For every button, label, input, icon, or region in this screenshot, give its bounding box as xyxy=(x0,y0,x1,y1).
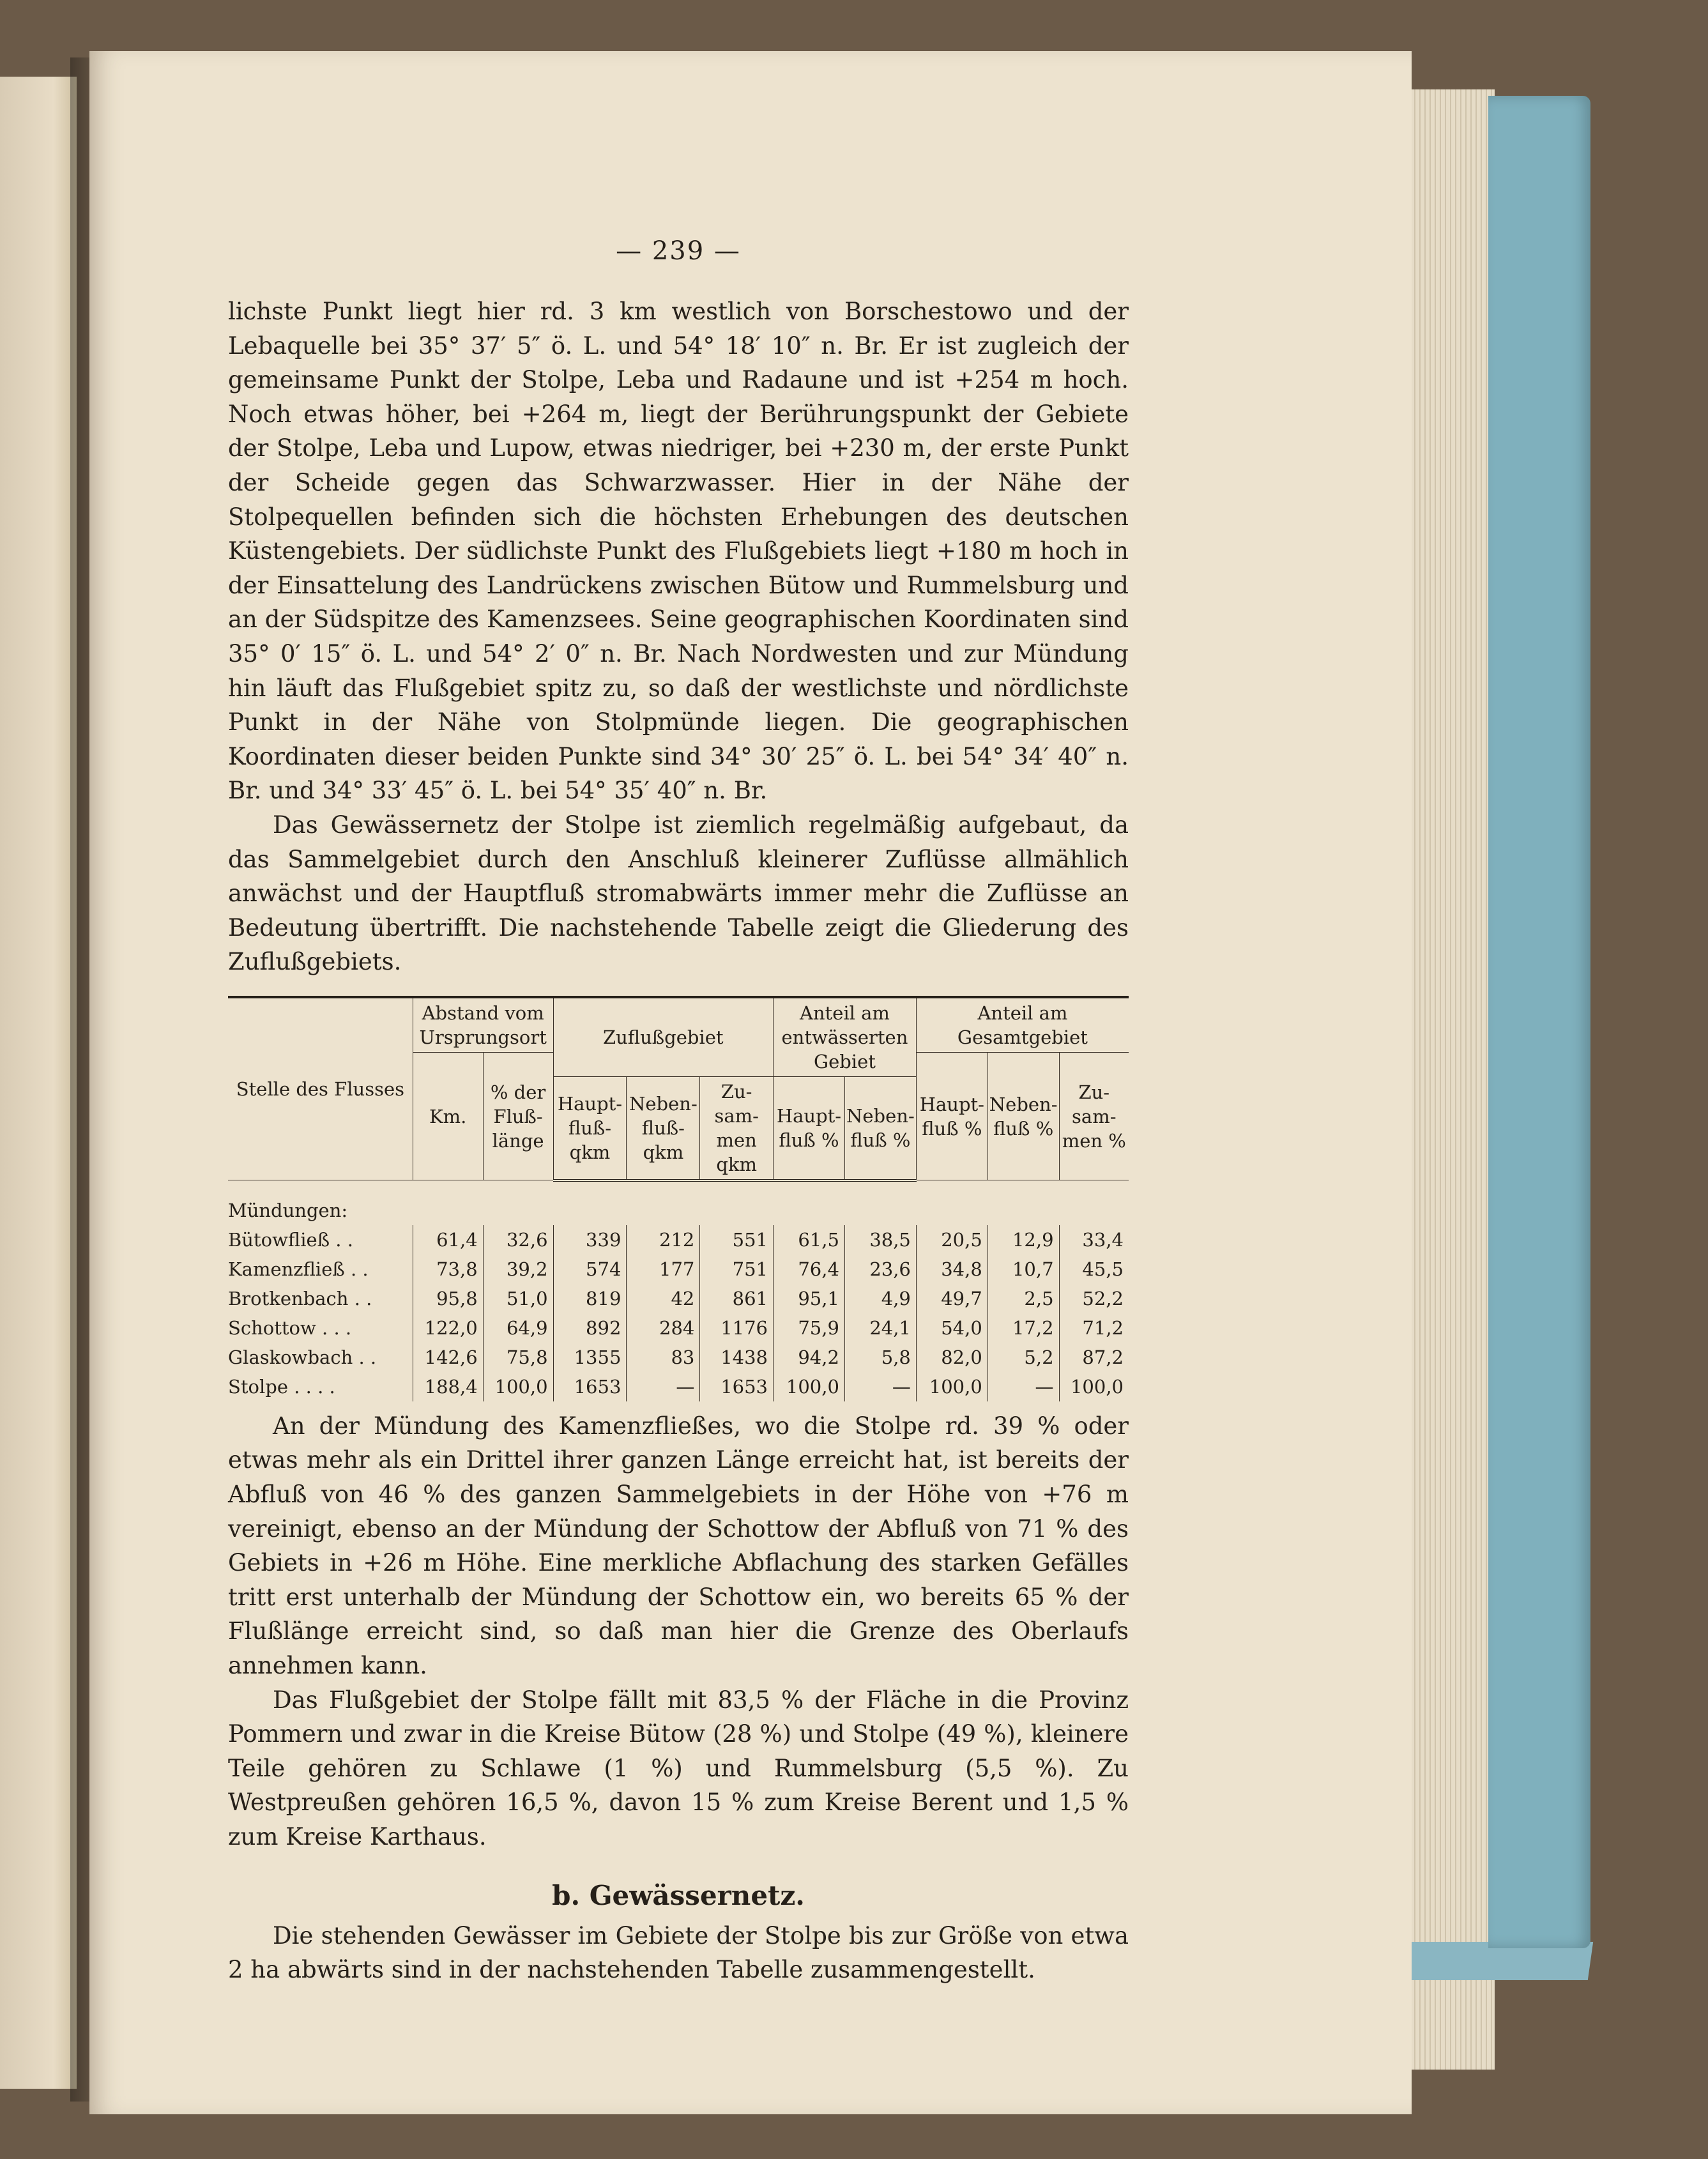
page-content xyxy=(228,236,1129,1987)
cell-km: 73,8 xyxy=(413,1255,483,1284)
cell-hp: 100,0 xyxy=(774,1372,845,1401)
cell-pct: 100,0 xyxy=(483,1372,553,1401)
cell-hq: 339 xyxy=(553,1225,627,1255)
cell-zg: 45,5 xyxy=(1059,1255,1129,1284)
paragraph-4: Das Flußgebiet der Stolpe fällt mit 83,5 % der Fläche in die Provinz Pommern und zwar in die Kreise Bütow (28 %) und Stolpe (49 %), kleinere Teile gehören zu Schlawe (1 %) und Rummelsburg (5,5 %). Zu Westpreußen gehören 16,5 %, davon 15 % zum Kreise Berent und 1,5 % zum Kreise Karthaus. xyxy=(228,1686,1129,1850)
paragraph-5: Die stehenden Gewässer im Gebiete der Stolpe bis zur Größe von etwa 2 ha abwärts sind in der nachstehenden Tabelle zusammengestellt. xyxy=(228,1921,1129,1984)
header-abstand: Abstand vom Ursprungsort xyxy=(413,997,553,1053)
paragraph-3: An der Mündung des Kamenzfließes, wo die Stolpe rd. 39 % oder etwas mehr als ein Drittel ihrer ganzen Länge erreicht hat, ist bereits der Abfluß von 46 % des ganzen Sammelgebiets in der Höhe von +76 m vereinigt, ebenso an der Mündung der Schottow der Abfluß von 71 % des Gebiets in +26 m Höhe. Eine merkliche Abflachung des starken Gefälles tritt erst unterhalb der Mündung der Schottow ein, wo bereits 65 % der Flußlänge erreicht sind, so daß man hier die Grenze des Oberlaufs annehmen kann. xyxy=(228,1412,1129,1680)
row-name: Bütowfließ . . xyxy=(228,1228,353,1251)
header-haupt-pct: Haupt-fluß % xyxy=(774,1076,845,1180)
cell-np: 24,1 xyxy=(844,1313,916,1343)
cell-ng: 10,7 xyxy=(987,1255,1059,1284)
cell-nq: 284 xyxy=(627,1313,700,1343)
row-name: Brotkenbach . . xyxy=(228,1287,372,1309)
cell-hp: 61,5 xyxy=(774,1225,845,1255)
header-km: Km. xyxy=(413,1052,483,1180)
left-page-edge xyxy=(0,77,77,2089)
tributary-table-wrap xyxy=(228,996,1129,1401)
cell-hp: 75,9 xyxy=(774,1313,845,1343)
cell-hq: 1355 xyxy=(553,1343,627,1372)
cell-zq: 1176 xyxy=(700,1313,774,1343)
header-haupt-qkm: Haupt-fluß-qkm xyxy=(553,1076,627,1180)
section-heading: b. Gewässernetz. xyxy=(552,1879,805,1911)
group-label: Mündungen: xyxy=(228,1199,348,1221)
cell-hq: 892 xyxy=(553,1313,627,1343)
cell-ng: 5,2 xyxy=(987,1343,1059,1372)
cell-nq: 42 xyxy=(627,1284,700,1313)
header-pct-laenge: % der Fluß-länge xyxy=(483,1052,553,1180)
cell-nq: 177 xyxy=(627,1255,700,1284)
cell-ng: — xyxy=(987,1372,1059,1401)
cell-hp: 95,1 xyxy=(774,1284,845,1313)
page-number: — 239 — xyxy=(616,236,741,266)
cell-ng: 17,2 xyxy=(987,1313,1059,1343)
cell-zg: 87,2 xyxy=(1059,1343,1129,1372)
cell-nq: — xyxy=(627,1372,700,1401)
header-neben-pct: Neben-fluß % xyxy=(844,1076,916,1180)
cell-pct: 75,8 xyxy=(483,1343,553,1372)
row-name: Kamenzfließ . . xyxy=(228,1258,369,1280)
cell-pct: 32,6 xyxy=(483,1225,553,1255)
cell-hp: 94,2 xyxy=(774,1343,845,1372)
header-anteil-entwaessert: Anteil am entwässerten Gebiet xyxy=(774,997,917,1077)
table-row xyxy=(228,1225,1129,1255)
page-edges xyxy=(1405,89,1495,2070)
header-haupt-pct-gesamt: Haupt-fluß % xyxy=(916,1052,987,1180)
table-row xyxy=(228,1372,1129,1401)
cell-zq: 751 xyxy=(700,1255,774,1284)
cell-km: 61,4 xyxy=(413,1225,483,1255)
cell-km: 188,4 xyxy=(413,1372,483,1401)
header-zuflussgebiet: Zuflußgebiet xyxy=(553,997,773,1077)
cell-km: 122,0 xyxy=(413,1313,483,1343)
cell-zg: 71,2 xyxy=(1059,1313,1129,1343)
row-name: Stolpe . . . . xyxy=(228,1375,335,1398)
cell-np: 38,5 xyxy=(844,1225,916,1255)
tributary-table xyxy=(228,996,1129,1401)
header-neben-qkm: Neben-fluß-qkm xyxy=(627,1076,700,1180)
cell-km: 95,8 xyxy=(413,1284,483,1313)
cell-hq: 819 xyxy=(553,1284,627,1313)
cell-zq: 551 xyxy=(700,1225,774,1255)
cell-pct: 64,9 xyxy=(483,1313,553,1343)
table-row xyxy=(228,1255,1129,1284)
cell-ng: 12,9 xyxy=(987,1225,1059,1255)
cell-hg: 49,7 xyxy=(916,1284,987,1313)
cell-np: 5,8 xyxy=(844,1343,916,1372)
cell-np: 23,6 xyxy=(844,1255,916,1284)
cell-hg: 54,0 xyxy=(916,1313,987,1343)
cell-np: 4,9 xyxy=(844,1284,916,1313)
cell-hq: 1653 xyxy=(553,1372,627,1401)
cell-nq: 83 xyxy=(627,1343,700,1372)
paragraph-2: Das Gewässernetz der Stolpe ist ziemlich regelmäßig aufgebaut, da das Sammelgebiet durch den Anschluß kleinerer Zuflüsse allmählich anwächst und der Hauptfluß stromabwärts immer mehr die Zuflüsse an Bedeutung übertrifft. Die nachstehende Tabelle zeigt die Gliederung des Zuflußgebiets. xyxy=(228,811,1129,976)
paragraph-1: lichste Punkt liegt hier rd. 3 km westlich von Borschestowo und der Lebaquelle bei 35° 37′ 5″ ö. L. und 54° 18′ 10″ n. Br. Er ist zugleich der gemeinsame Punkt der Stolpe, Leba und Radaune und ist +254 m hoch. Noch etwas höher, bei +264 m, liegt der Berührungspunkt der Gebiete der Stolpe, Leba und Lupow, etwas niedriger, bei +230 m, der erste Punkt der Scheide gegen das Schwarzwasser. Hier in der Nähe der Stolpequellen befinden sich die höchsten Erhebungen des deutschen Küstengebiets. Der südlichste Punkt des Flußgebiets liegt +180 m hoch in der Einsattelung des Landrückens zwischen Bütow und Rummelsburg und an der Südspitze des Kamenzsees. Seine geographischen Koordinaten sind 35° 0′ 15″ ö. L. und 54° 2′ 0″ n. Br. Nach Nordwesten und zur Mündung hin läuft das Flußgebiet spitz zu, so daß der westlichste und nördlichste Punkt in der Nähe von Stolpmünde liegen. Die geographischen Koordinaten dieser beiden Punkte sind 34° 30′ 25″ ö. L. bei 54° 34′ 40″ n. Br. und 34° 33′ 45″ ö. L. bei 54° 35′ 40″ n. Br. xyxy=(228,298,1129,805)
header-stelle: Stelle des Flusses xyxy=(228,997,413,1180)
cell-zg: 33,4 xyxy=(1059,1225,1129,1255)
cell-pct: 51,0 xyxy=(483,1284,553,1313)
cell-hp: 76,4 xyxy=(774,1255,845,1284)
cell-nq: 212 xyxy=(627,1225,700,1255)
row-name: Schottow . . . xyxy=(228,1316,352,1339)
header-zusammen-pct: Zu-sam-men % xyxy=(1059,1052,1129,1180)
cell-zq: 1653 xyxy=(700,1372,774,1401)
book-cover xyxy=(1488,96,1590,1948)
cell-zq: 1438 xyxy=(700,1343,774,1372)
cell-hg: 82,0 xyxy=(916,1343,987,1372)
table-row xyxy=(228,1343,1129,1372)
header-neben-pct-gesamt: Neben-fluß % xyxy=(987,1052,1059,1180)
header-anteil-gesamt: Anteil am Gesamtgebiet xyxy=(916,997,1129,1053)
cell-hg: 20,5 xyxy=(916,1225,987,1255)
cell-pct: 39,2 xyxy=(483,1255,553,1284)
header-zusammen-qkm: Zu-sam-men qkm xyxy=(700,1076,774,1180)
cell-hg: 100,0 xyxy=(916,1372,987,1401)
cell-zg: 100,0 xyxy=(1059,1372,1129,1401)
cell-hg: 34,8 xyxy=(916,1255,987,1284)
cell-km: 142,6 xyxy=(413,1343,483,1372)
table-row xyxy=(228,1313,1129,1343)
row-name: Glaskowbach . . xyxy=(228,1346,377,1368)
cell-zq: 861 xyxy=(700,1284,774,1313)
cell-hq: 574 xyxy=(553,1255,627,1284)
table-row xyxy=(228,1284,1129,1313)
cell-ng: 2,5 xyxy=(987,1284,1059,1313)
cell-np: — xyxy=(844,1372,916,1401)
cell-zg: 52,2 xyxy=(1059,1284,1129,1313)
